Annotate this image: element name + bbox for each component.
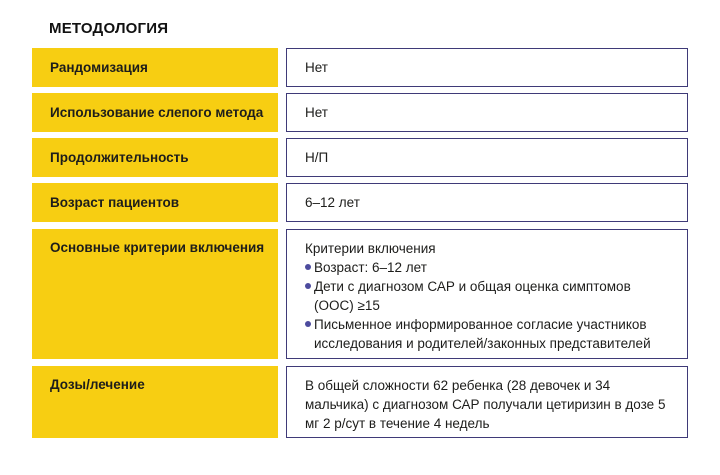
row-label-cell xyxy=(32,229,278,359)
bullet-dot-icon xyxy=(305,264,311,270)
row-inclusion-criteria xyxy=(32,229,688,359)
row-value-cell xyxy=(286,183,688,222)
row-dosage xyxy=(32,366,688,438)
criteria-list xyxy=(305,258,673,353)
row-value: Нет xyxy=(305,60,328,75)
row-label-cell xyxy=(32,48,278,87)
row-value-cell xyxy=(286,138,688,177)
page-title: МЕТОДОЛОГИЯ xyxy=(49,20,169,37)
row-value: В общей сложности 62 ребенка (28 девочек и 34 мальчика) с диагнозом САР получали цетиризин в дозе 5 мг 2 р/сут в течение 4 недель xyxy=(305,378,666,431)
row-label: Рандомизация xyxy=(50,59,148,75)
row-label: Продолжительность xyxy=(50,149,189,165)
list-item xyxy=(305,258,673,277)
criteria-intro: Критерии включения xyxy=(305,241,436,256)
row-value-cell xyxy=(286,93,688,132)
row-value: Н/П xyxy=(305,150,329,165)
list-item xyxy=(305,277,673,315)
row-value: 6–12 лет xyxy=(305,195,360,210)
criteria-text: Письменное информированное согласие участников исследования и родителей/законных представителей xyxy=(314,317,651,351)
criteria-text: Возраст: 6–12 лет xyxy=(314,260,427,275)
bullet-dot-icon xyxy=(305,321,311,327)
criteria-text: Дети с диагнозом САР и общая оценка симптомов (ООС) ≥15 xyxy=(314,279,631,313)
row-value: Нет xyxy=(305,105,328,120)
row-label: Возраст пациентов xyxy=(50,194,180,210)
row-duration xyxy=(32,138,688,177)
row-value-cell xyxy=(286,48,688,87)
row-label-cell xyxy=(32,366,278,438)
row-value-cell xyxy=(286,229,688,359)
row-label-cell xyxy=(32,183,278,222)
row-label: Использование слепого метода xyxy=(50,104,264,120)
row-blinding xyxy=(32,93,688,132)
row-value-cell xyxy=(286,366,688,438)
row-label-cell xyxy=(32,138,278,177)
row-patient-age xyxy=(32,183,688,222)
row-label: Дозы/лечение xyxy=(50,377,145,392)
row-randomization xyxy=(32,48,688,87)
row-label-cell xyxy=(32,93,278,132)
row-label: Основные критерии включения xyxy=(50,240,265,255)
bullet-dot-icon xyxy=(305,283,311,289)
list-item xyxy=(305,315,673,353)
